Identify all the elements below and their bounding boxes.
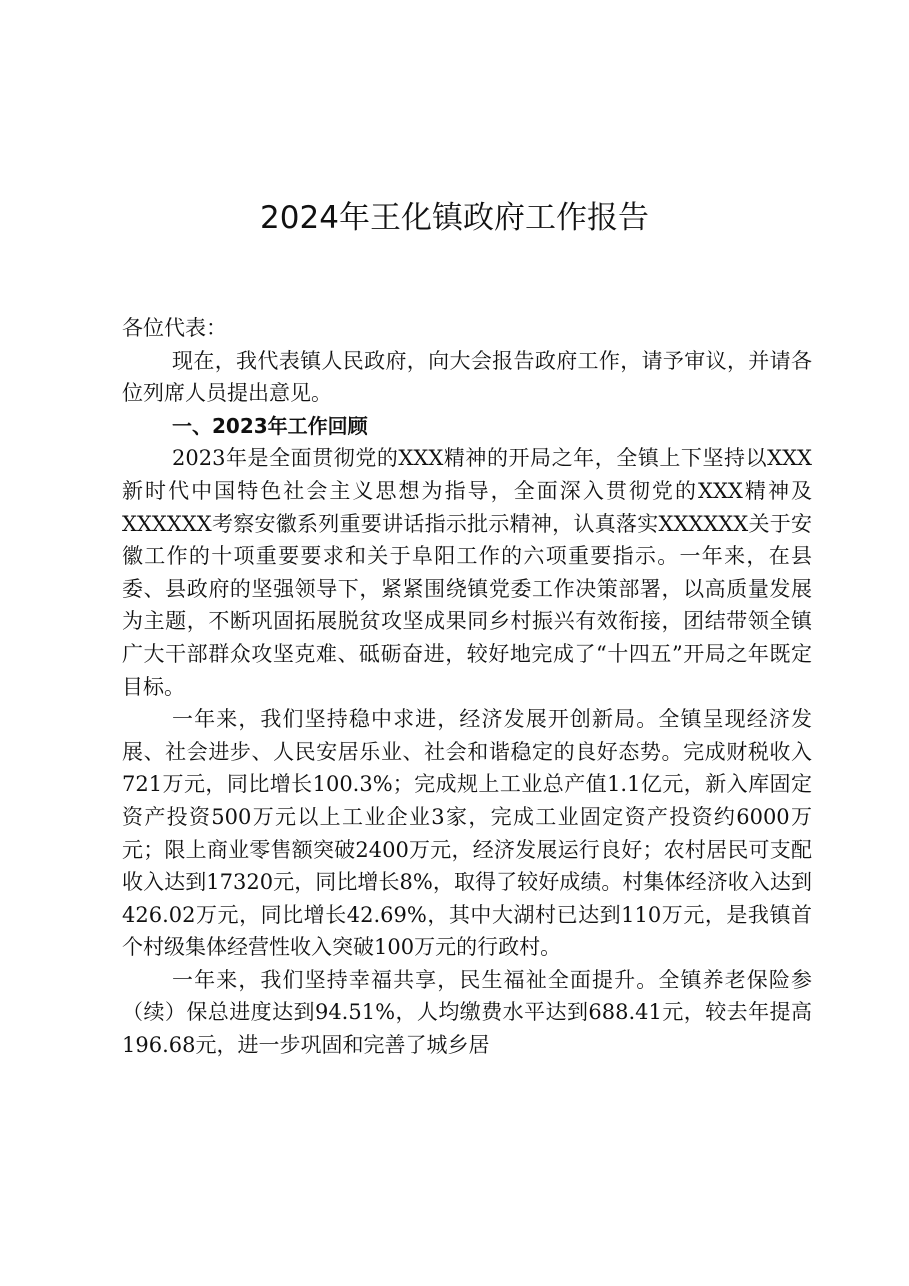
paragraph-economy: 一年来，我们坚持稳中求进，经济发展开创新局。全镇呈现经济发展、社会进步、人民安居乐业、社会和谐稳定的良好态势。完成财税收入721万元，同比增长100.3%；完成规上工业总产值1.1亿元，新入库固定资产投资500万元以上工业企业3家，完成工业固定资产投资约6000万元；限上商业零售额突破2400万元，经济发展运行良好；农村居民可支配收入达到17320元，同比增长8%，取得了较好成绩。村集体经济收入达到426.02万元，同比增长42.69%，其中大湖村已达到110万元，是我镇首个村级集体经营性收入突破100万元的行政村。 bbox=[122, 707, 812, 960]
paragraph-livelihood: 一年来，我们坚持幸福共享，民生福祉全面提升。全镇养老保险参（续）保总进度达到94.51%，人均缴费水平达到688.41元，较去年提高196.68元，进一步巩固和完善了城乡居 bbox=[122, 967, 812, 1058]
salutation: 各位代表： bbox=[122, 316, 227, 340]
document-body bbox=[122, 312, 812, 1062]
intro-paragraph: 现在，我代表镇人民政府，向大会报告政府工作，请予审议，并请各位列席人员提出意见。 bbox=[122, 348, 812, 406]
paragraph-overview: 2023年是全面贯彻党的XXX精神的开局之年，全镇上下坚持以XXX新时代中国特色社会主义思想为指导，全面深入贯彻党的XXX精神及XXXXXX考察安徽系列重要讲话指示批示精神，认真落实XXXXXX关于安徽工作的十项重要要求和关于阜阳工作的六项重要指示。一年来，在县委、县政府的坚强领导下，紧紧围绕镇党委工作决策部署，以高质量发展为主题，不断巩固拓展脱贫攻坚成果同乡村振兴有效衔接，团结带领全镇广大干部群众攻坚克难、砥砺奋进，较好地完成了“十四五”开局之年既定目标。 bbox=[122, 446, 812, 699]
section-heading: 一、2023年工作回顾 bbox=[172, 413, 368, 438]
document-title: 2024年王化镇政府工作报告 bbox=[260, 200, 649, 236]
